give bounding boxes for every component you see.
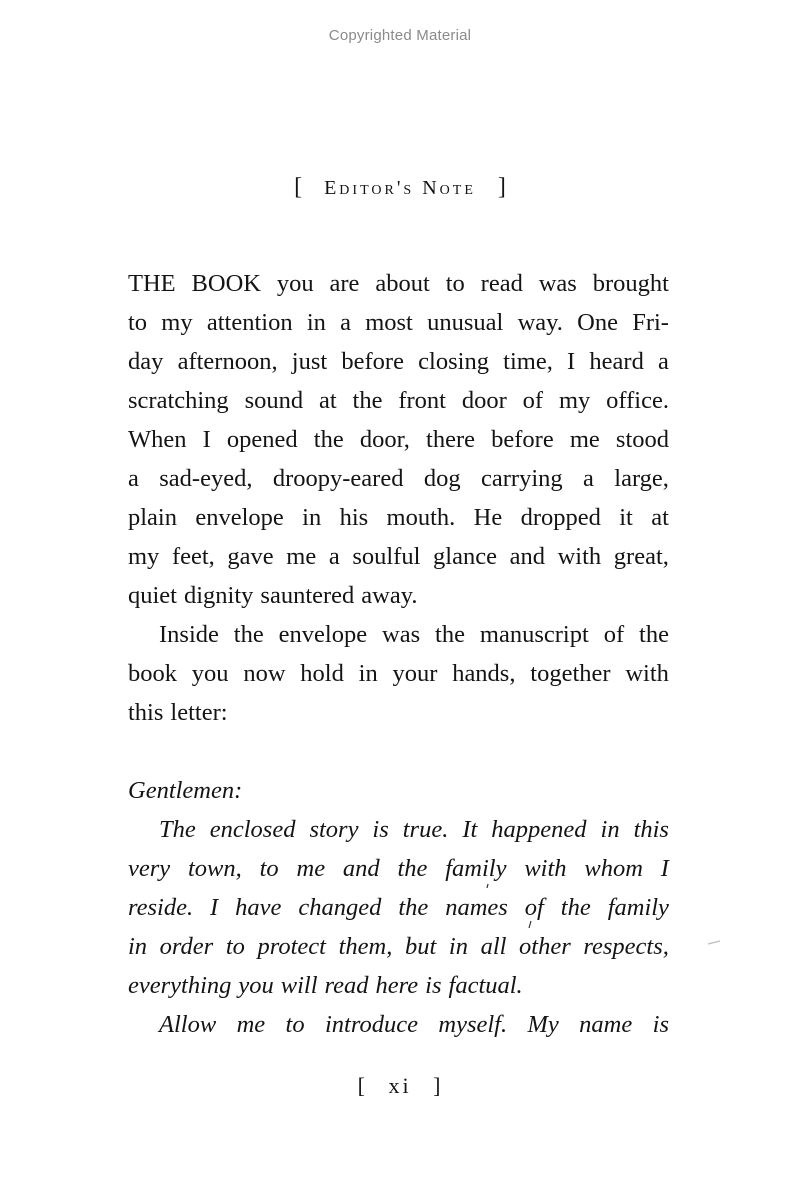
word: sound bbox=[244, 387, 304, 414]
word: other bbox=[519, 933, 571, 960]
word: of bbox=[524, 894, 544, 921]
word: to bbox=[285, 1011, 305, 1038]
word: Fri- bbox=[632, 309, 669, 336]
word: and bbox=[509, 543, 545, 570]
word: story bbox=[309, 816, 359, 843]
word: large, bbox=[614, 465, 669, 492]
word: very bbox=[128, 855, 171, 882]
word: mouth. bbox=[386, 504, 456, 531]
word: of bbox=[522, 387, 544, 414]
word: to bbox=[128, 309, 148, 336]
word: with bbox=[625, 660, 669, 687]
scan-speck bbox=[529, 921, 531, 928]
word: was bbox=[538, 270, 577, 297]
word: it bbox=[619, 504, 633, 531]
word: It bbox=[462, 816, 478, 843]
word: I bbox=[202, 426, 211, 453]
word: envelope bbox=[195, 504, 284, 531]
word: of bbox=[603, 621, 625, 648]
word: in bbox=[448, 933, 468, 960]
page-number-close-bracket: ] bbox=[433, 1073, 443, 1098]
word: I bbox=[660, 855, 669, 882]
word: the bbox=[397, 855, 428, 882]
word: just bbox=[291, 348, 328, 375]
word: now bbox=[243, 660, 286, 687]
word: at bbox=[318, 387, 337, 414]
word: THE bbox=[128, 270, 176, 297]
word: a bbox=[328, 543, 340, 570]
word: gave bbox=[227, 543, 274, 570]
word: closing bbox=[418, 348, 489, 375]
word: manuscript bbox=[479, 621, 589, 648]
word: before bbox=[341, 348, 404, 375]
word: introduce bbox=[324, 1011, 418, 1038]
word: plain bbox=[128, 504, 177, 531]
page-number-value: xi bbox=[388, 1073, 412, 1098]
word: changed bbox=[298, 894, 382, 921]
word: me bbox=[569, 426, 600, 453]
word: soulful bbox=[352, 543, 421, 570]
scan-speck bbox=[487, 884, 488, 888]
word: way. bbox=[517, 309, 563, 336]
word: carrying bbox=[481, 465, 563, 492]
word: town, bbox=[188, 855, 242, 882]
word: attention bbox=[206, 309, 293, 336]
word: reside. bbox=[128, 894, 194, 921]
word: book bbox=[128, 660, 177, 687]
word: myself. bbox=[438, 1011, 508, 1038]
word: names bbox=[445, 894, 508, 921]
word: this bbox=[633, 816, 669, 843]
word: most bbox=[365, 309, 413, 336]
heading-title: Editor's Note bbox=[324, 177, 476, 199]
word: My bbox=[527, 1011, 559, 1038]
word: stood bbox=[615, 426, 669, 453]
word: day bbox=[128, 348, 164, 375]
word: scratching bbox=[128, 387, 229, 414]
word: read bbox=[480, 270, 523, 297]
word: factual. bbox=[448, 972, 523, 999]
word: One bbox=[577, 309, 618, 336]
word: letter: bbox=[170, 699, 228, 726]
word: in bbox=[358, 660, 378, 687]
word: at bbox=[651, 504, 669, 531]
word: name bbox=[579, 1011, 633, 1038]
word: you bbox=[191, 660, 229, 687]
word: you bbox=[276, 270, 314, 297]
word: protect bbox=[257, 933, 326, 960]
word: to bbox=[259, 855, 279, 882]
word: me bbox=[286, 543, 317, 570]
word: together bbox=[530, 660, 611, 687]
word: He bbox=[473, 504, 503, 531]
page-number-open-bracket: [ bbox=[357, 1073, 367, 1098]
word: my bbox=[161, 309, 193, 336]
word: you bbox=[238, 972, 274, 999]
word: is bbox=[652, 1011, 669, 1038]
word: a bbox=[128, 465, 139, 492]
word: time, bbox=[503, 348, 553, 375]
word: but bbox=[404, 933, 437, 960]
word: I bbox=[210, 894, 219, 921]
word: sad-eyed, bbox=[159, 465, 253, 492]
word: the bbox=[560, 894, 591, 921]
word: a bbox=[340, 309, 351, 336]
word: me bbox=[296, 855, 326, 882]
word: the bbox=[435, 621, 465, 648]
word: glance bbox=[433, 543, 497, 570]
word: dog bbox=[423, 465, 461, 492]
scan-speck bbox=[708, 941, 720, 944]
word: are bbox=[329, 270, 360, 297]
word: the bbox=[398, 894, 429, 921]
word: to bbox=[225, 933, 245, 960]
word: unusual bbox=[427, 309, 504, 336]
word: brought bbox=[592, 270, 669, 297]
word: front bbox=[398, 387, 446, 414]
word: whom bbox=[584, 855, 643, 882]
word: before bbox=[491, 426, 554, 453]
word: the bbox=[352, 387, 383, 414]
word: Allow bbox=[159, 1011, 217, 1038]
word: quiet bbox=[128, 582, 177, 609]
word: Gentlemen: bbox=[128, 777, 243, 804]
word: is bbox=[372, 816, 389, 843]
word: to bbox=[445, 270, 465, 297]
word: true. bbox=[402, 816, 449, 843]
word: hands, bbox=[452, 660, 516, 687]
word: sauntered bbox=[260, 582, 355, 609]
word: door, bbox=[359, 426, 410, 453]
word: and bbox=[342, 855, 380, 882]
word: will bbox=[280, 972, 318, 999]
word: here bbox=[375, 972, 419, 999]
word: in bbox=[302, 504, 322, 531]
word: a bbox=[583, 465, 594, 492]
word: there bbox=[426, 426, 476, 453]
copyright-watermark-top: Copyrighted Material bbox=[328, 27, 472, 44]
word: away. bbox=[361, 582, 418, 609]
word: read bbox=[324, 972, 369, 999]
word: droopy-eared bbox=[272, 465, 404, 492]
word: BOOK bbox=[191, 270, 261, 297]
word: afternoon, bbox=[177, 348, 278, 375]
word: heard bbox=[589, 348, 644, 375]
word: dropped bbox=[520, 504, 601, 531]
word: opened bbox=[226, 426, 298, 453]
word: the bbox=[233, 621, 264, 648]
word: hold bbox=[300, 660, 344, 687]
word: The bbox=[159, 816, 196, 843]
word: the bbox=[639, 621, 669, 648]
word: everything bbox=[128, 972, 232, 999]
word: this bbox=[128, 699, 164, 726]
word: is bbox=[425, 972, 442, 999]
word: all bbox=[480, 933, 507, 960]
word: door bbox=[461, 387, 507, 414]
word: happened bbox=[491, 816, 587, 843]
word: great, bbox=[613, 543, 669, 570]
word: I bbox=[567, 348, 576, 375]
heading-close-bracket: ] bbox=[497, 174, 506, 200]
word: office. bbox=[606, 387, 669, 414]
word: my bbox=[558, 387, 591, 414]
word: them, bbox=[338, 933, 393, 960]
word: me bbox=[236, 1011, 266, 1038]
word: in bbox=[600, 816, 620, 843]
word: When bbox=[128, 426, 187, 453]
word: my bbox=[128, 543, 160, 570]
word: Inside bbox=[159, 621, 219, 648]
word: order bbox=[159, 933, 214, 960]
word: his bbox=[339, 504, 369, 531]
word: family bbox=[445, 855, 507, 882]
word: in bbox=[128, 933, 148, 960]
word: feet, bbox=[171, 543, 215, 570]
word: dignity bbox=[184, 582, 254, 609]
word: have bbox=[235, 894, 282, 921]
word: with bbox=[524, 855, 567, 882]
word: respects, bbox=[583, 933, 669, 960]
word: family bbox=[607, 894, 669, 921]
word: in bbox=[306, 309, 326, 336]
word: your bbox=[392, 660, 438, 687]
heading-open-bracket: [ bbox=[294, 174, 303, 200]
word: a bbox=[658, 348, 669, 375]
word: enclosed bbox=[209, 816, 296, 843]
word: with bbox=[557, 543, 602, 570]
word: was bbox=[382, 621, 421, 648]
word: about bbox=[375, 270, 430, 297]
word: envelope bbox=[278, 621, 368, 648]
word: the bbox=[313, 426, 344, 453]
